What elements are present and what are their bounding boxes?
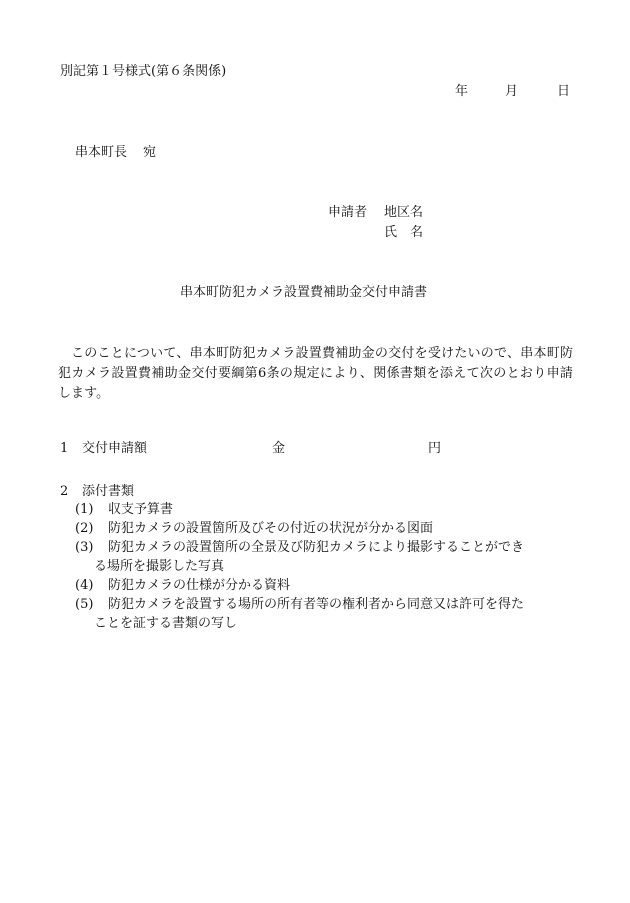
addressee-mayor: 串本町長	[75, 145, 128, 160]
list-item-text: 防犯カメラの設置箇所の全景及び防犯カメラにより撮影することができ	[108, 540, 525, 555]
form-number: 別記第１号様式(第６条関係)	[60, 64, 227, 79]
date-month-label: 月	[505, 84, 519, 99]
list-item	[75, 595, 575, 633]
document-title: 串本町防犯カメラ設置費補助金交付申請書	[180, 285, 428, 300]
attachments-label: 添付書類	[82, 484, 135, 499]
list-item-text: 防犯カメラの仕様が分かる資料	[108, 578, 291, 593]
district-label: 地区名	[384, 205, 424, 220]
list-item-index: (2)	[75, 521, 94, 536]
amount-kin: 金	[272, 441, 286, 456]
name-label-second: 名	[410, 225, 424, 240]
addressee-suffix: 宛	[143, 145, 157, 160]
name-label-first: 氏	[384, 225, 398, 240]
attachments-number: 2	[60, 484, 69, 499]
list-item-index: (1)	[75, 502, 94, 517]
list-item	[75, 500, 575, 519]
list-item-text: 収支予算書	[108, 502, 174, 517]
list-item	[75, 576, 575, 595]
list-item-index: (4)	[75, 578, 94, 593]
amount-label: 交付申請額	[82, 441, 148, 456]
name-label	[384, 225, 423, 241]
amount-row	[60, 441, 480, 457]
list-item	[75, 538, 575, 576]
list-item-text: 防犯カメラの設置箇所及びその付近の状況が分かる図面	[108, 521, 434, 536]
attachments-list	[75, 500, 575, 633]
list-item-continuation: ことを証する書類の写し	[94, 616, 238, 631]
body-paragraph: このことについて、串本町防犯カメラ設置費補助金の交付を受けたいので、串本町防犯カメラ設置費補助金交付要綱第6条の規定により、関係書類を添えて次のとおり申請します。	[58, 346, 573, 401]
addressee	[75, 145, 156, 161]
list-item	[75, 519, 575, 538]
date-year-label: 年	[455, 84, 469, 99]
amount-number: 1	[60, 441, 69, 456]
attachments-heading	[60, 484, 134, 500]
amount-yen: 円	[428, 441, 442, 456]
list-item-index: (3)	[75, 540, 94, 555]
list-item-index: (5)	[75, 597, 94, 612]
date-day-label: 日	[557, 84, 571, 99]
applicant-label: 申請者	[328, 205, 368, 220]
list-item-text: 防犯カメラを設置する場所の所有者等の権利者から同意又は許可を得た	[108, 597, 525, 612]
list-item-continuation: る場所を撮影した写真	[94, 559, 225, 574]
